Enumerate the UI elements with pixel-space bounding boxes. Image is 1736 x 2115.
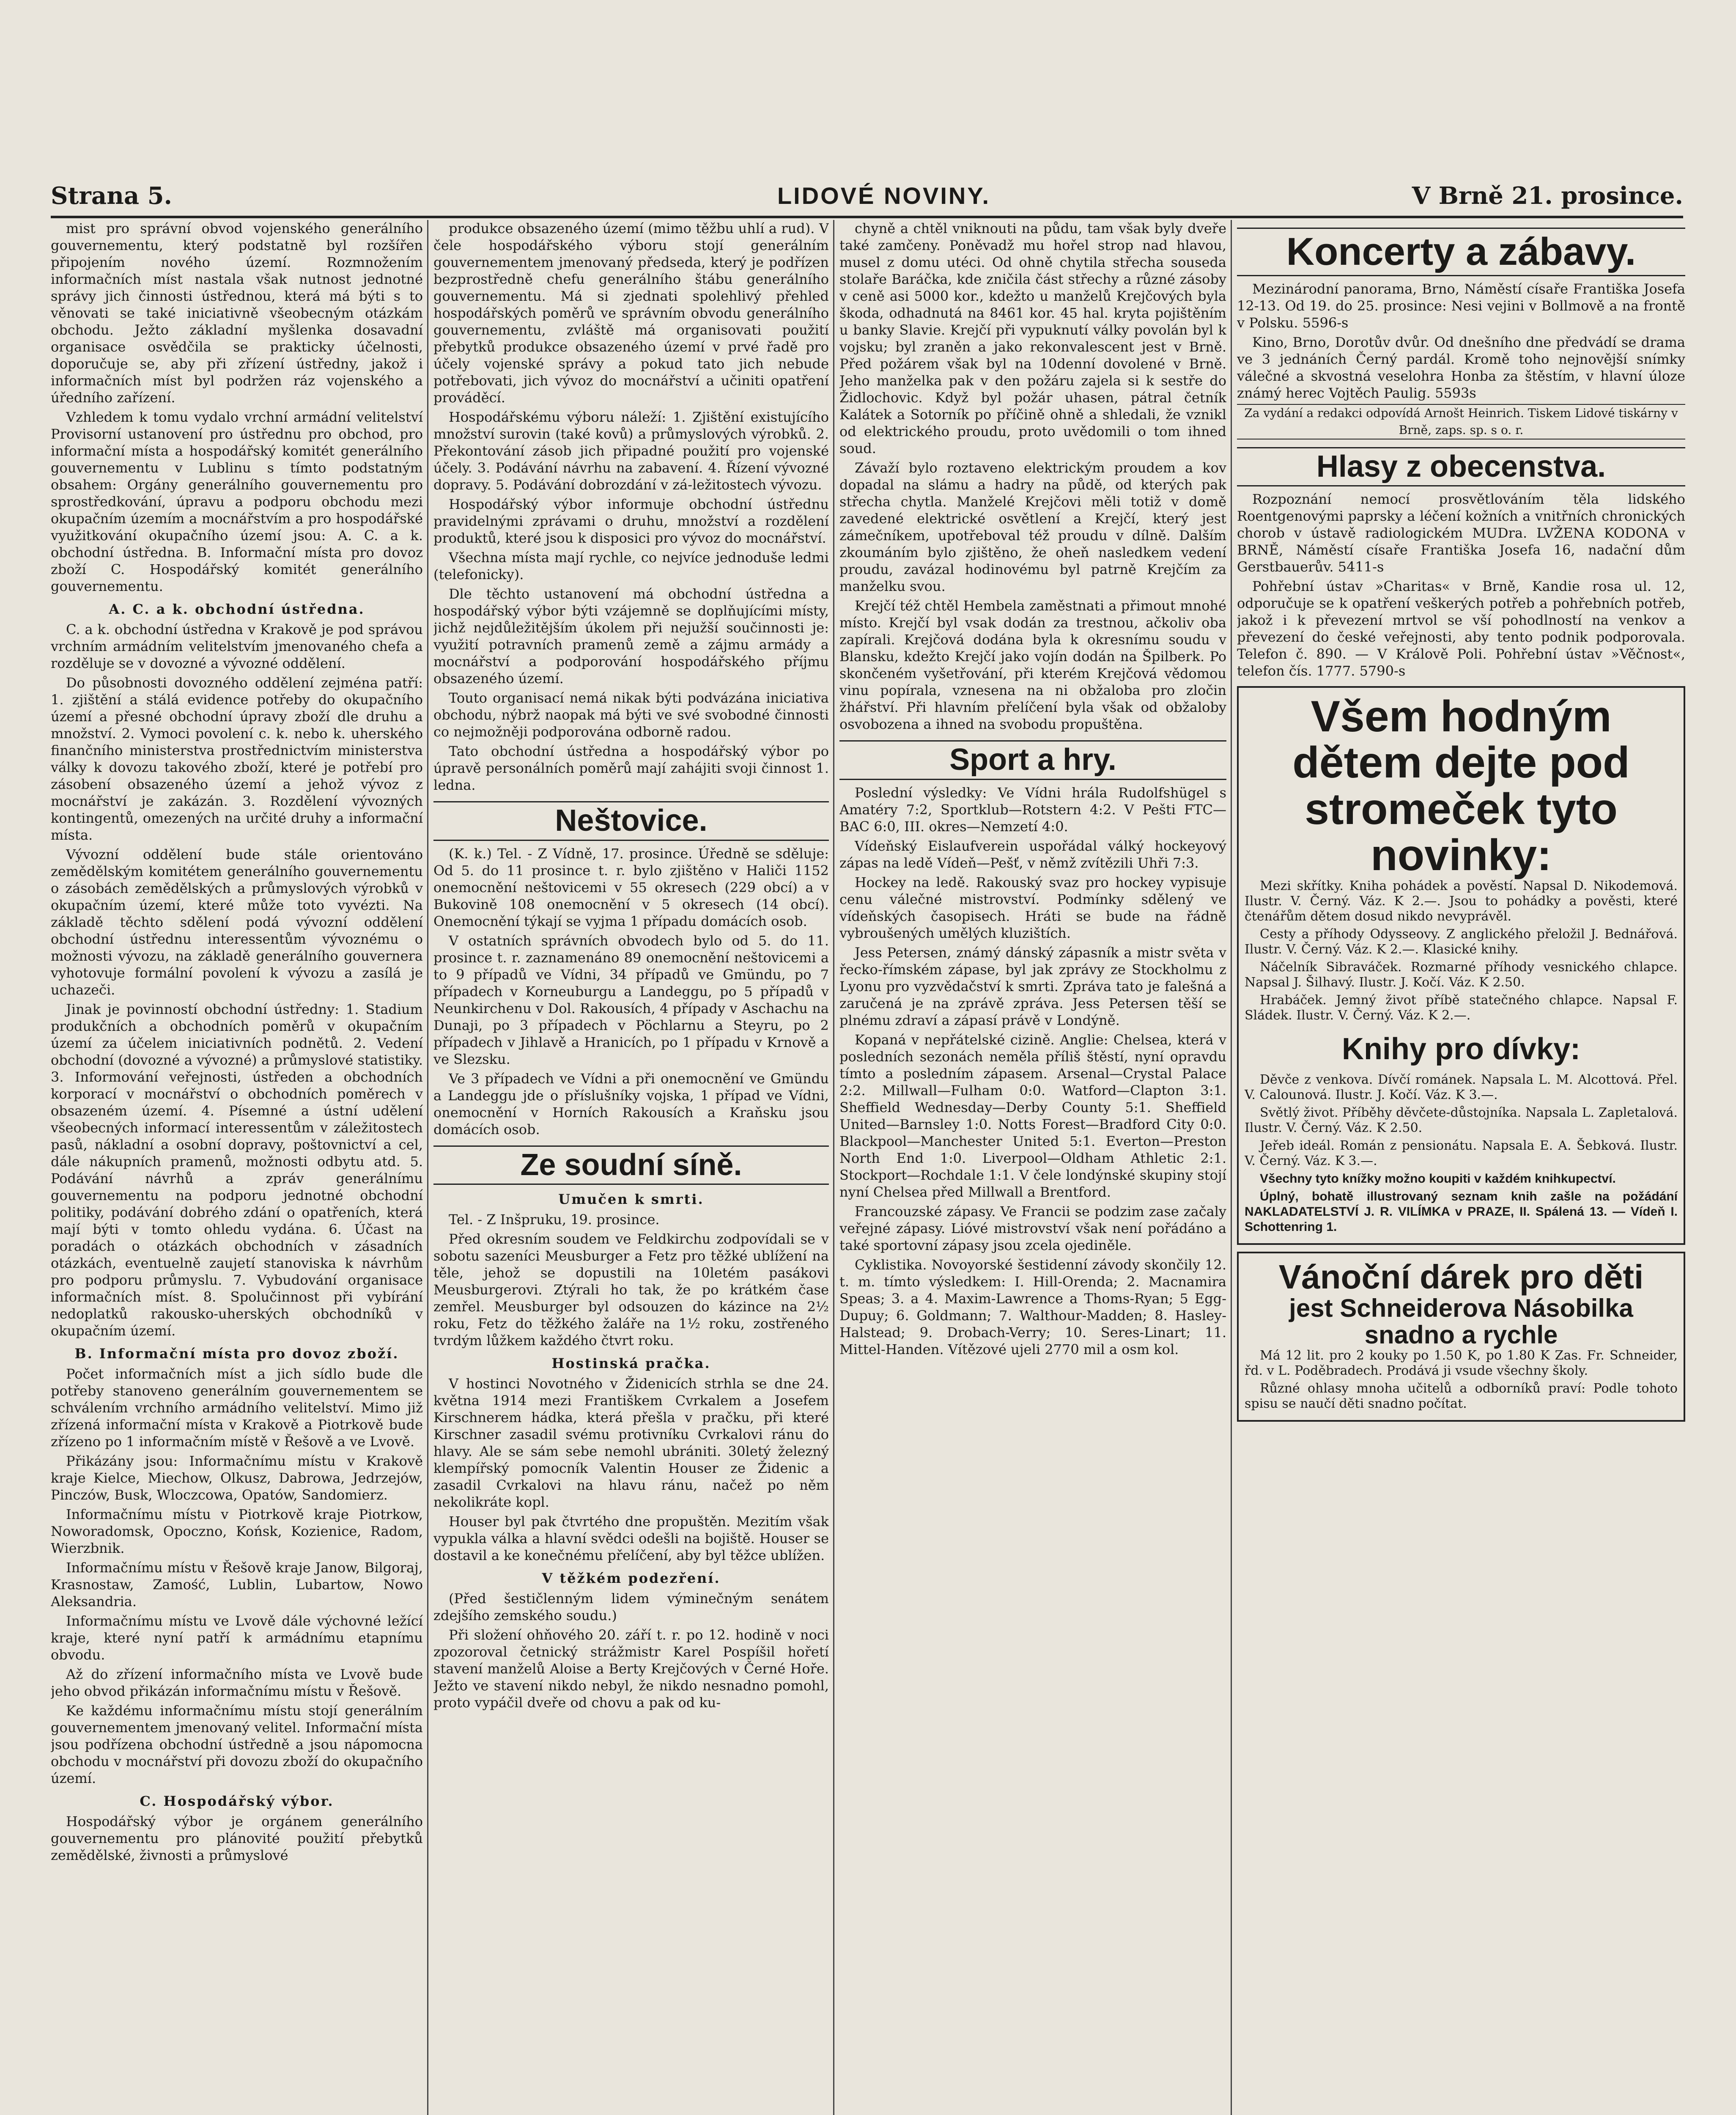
ad-headline: Všem hodným dětem dejte pod stromeček tyto novinky: (1292, 692, 1630, 880)
paragraph: Počet informačních míst a jich sídlo bude dle potřeby stanoveno generálním gouvernementem se schválením vrchního armádního velitelství. Mimo již zřízená informační místa v Krakově a Piotrkově bude zřízeno po 1 informačním místě v Řešově a ve Lvově. (51, 1366, 423, 1450)
ad-subtitle-divky: Knihy pro dívky: (1341, 1032, 1581, 1066)
column-3 (839, 220, 1226, 2115)
paragraph: C. a k. obchodní ústředna v Krakově je pod správou vrchním armádním velitelstvím jmenovaného chefa a rozděluje se v dovozné a vývozné oddělení. (51, 621, 423, 671)
subheading: V těžkém podezření. (542, 1570, 721, 1587)
paragraph: Jinak je povinností obchodní ústředny: 1. Stadium produkčních a obchodních poměrů v okupačním území za účelem iniciativních podnětů. 2. Vedení obchodní (dovozné a vývozné) a průmyslové statistiky. 3. Informování veřejnosti, ústředen a obchodních korporací v mocnářství o obchodních poměrech v obsazeném území. 4. Písemné a ústní udělení všeobecných informací interessentům v záležitostech pasů, nákladní a osobní dopravy, poštovnictví a cel, dále nákupních pramenů, možnosti odbytu atd. 5. Podávání návrhů a zpráv generálnímu gouvernementu na podporu jednotné obchodní politiky, podávání dobrého zdání o opatřeních, která mají býti v tomto ohledu vydána. 6. Účast na poradách o otázkách obchodních v zásadních otázkách, eventuelně zaujetí stanoviska k návrhům pro podporu průmyslu. 7. Vybudování organisace informačních míst. 8. Spolučinnost při vybírání nedoplatků rakousko-uherských obchodníků v okupačním území. (51, 1001, 423, 1339)
paragraph: Všechna místa mají rychle, co nejvíce jednoduše ledmi (telefonicky). (433, 549, 829, 582)
paragraph: Dle těchto ustanovení má obchodní ústředna a hospodářský výbor býti vzájemně se doplňujícími místy, jichž nejdůležitějším úkolem při nejužší součinnosti je: využití potravních pramenů země a zájmu armády a mocnářství a podporování hospodářského příjmu obsazeného území. (433, 586, 829, 687)
column-rule (1231, 220, 1232, 2115)
paragraph: Až do zřízení informačního místa ve Lvově bude jeho obvod přikázán informačnímu místu v Řešově. (51, 1666, 423, 1699)
ad-subheadline: jest Schneiderova Násobilka snadno a rychle (1289, 1294, 1633, 1349)
section-title-soud: Ze soudní síně. (433, 1145, 829, 1185)
paragraph: Informačnímu místu ve Lvově dále výchovné ležící kraje, které nyní patří k armádnímu etapnímu obvodu. (51, 1613, 423, 1663)
ad-nasobilka (1237, 1252, 1685, 1422)
paragraph: Při složení ohňového 20. září t. r. po 12. hodině v noci zpozoroval četnický strážmistr Karel Pospíšil hořetí stavení manželů Aloise a Berty Krejčových v Černé Hoře. Ježto ve stavení nikdo nebyl, že nikdo nesnadno pomohl, proto vypáčil dveře od chovu a pak od ku- (433, 1627, 829, 1711)
paragraph: Kopaná v nepřátelské cizině. Anglie: Chelsea, která v posledních sezonách neměla příliš štěstí, nyní opravdu tímto a posledním zápasem. Arsenal—Crystal Palace 2:2. Millwall—Fulham 0:0. Watford—Clapton 3:1. Sheffield Wednesday—Derby County 5:1. Sheffield United—Barnsley 1:0. Notts Forest—Bradford City 0:0. Blackpool—Manchester United 5:1. Everton—Preston North End 1:0. Liverpool—Oldham Athletic 2:1. Stockport—Rochdale 1:1. V čele londýnské skupiny stojí nyní Chelsea před Millwall a Brentford. (839, 1031, 1226, 1200)
paragraph: Informačnímu místu v Piotrkově kraje Piotrkow, Noworadomsk, Opoczno, Końsk, Kozienice, Radom, Wierzbnik. (51, 1506, 423, 1556)
subheading: B. Informační místa pro dovoz zboží. (74, 1346, 399, 1362)
paragraph: Jess Petersen, známý dánský zápasník a mistr světa v řecko-římském zápase, byl jak zprávy ze Stockholmu z Lyonu pro vyzvědačství k smrti. Zpráva tato je falešná a zaručená je na zprávě zpráva. Jess Petersen těší se plnému zdraví a zápasí právě v Londýně. (839, 944, 1226, 1028)
subheading: Hostinská pračka. (551, 1355, 711, 1372)
paragraph: Vývozní oddělení bude stále orientováno zemědělským komitétem generálního gouvernementu o zásobách zemědělských a průmyslových výrobků v okupačním území, které může toto vyvézti. Na základě těchto sdělení podá vývozní oddělení obchodní ústřednu interessentům vývoznému o možnosti vývozu, na základě generálního gouvernera vyhotovuje formální povolení k vývozu a zasílá je uchazeči. (51, 846, 423, 998)
section-title-koncerty: Koncerty a zábavy. (1237, 228, 1685, 276)
paragraph: mist pro správní obvod vojenského generálního gouvernementu, který podstatně byl rozšířen připojením nového území. Rozmnožením informačních míst nastala však nutnost jednotné správy jich činnosti ústřednou, která má býti s to věnovati se také iniciativně všeobecným otázkám obchodu. Ježto základní myšlenka dosavadní organisace osvědčila se prakticky účelnosti, doporučuje se, aby při zřízení ústředny, jakož i informačních míst byl podržen ráz vojenského a úředního zařízení. (51, 220, 423, 406)
ad-childrens-books (1237, 686, 1685, 1244)
ad-line: Náčelník Sibraváček. Rozmarné příhody vesnického chlapce. Napsal J. Šilhavý. Ilustr. J. Kočí. Váz. K 2.50. (1245, 959, 1678, 990)
ad-line: Všechny tyto knížky možno koupiti v každém knihkupectví. (1260, 1171, 1616, 1186)
paragraph: Informačnímu místu v Řešově kraje Janow, Bilgoraj, Krasnostaw, Zamość, Lublin, Lubartow, Nowo Aleksandria. (51, 1560, 423, 1610)
paragraph: Rozpoznání nemocí prosvětlováním těla lidského Roentgenovými paprsky a léčení kožních a vnitřních chronických chorob v ústavě radiologickém MUDra. LVŽENA KODONA v BRNĚ, Náměstí císaře Františka Josefa 16, nadační dům Gerstbauerův. 5411-s (1237, 491, 1685, 575)
paragraph: Touto organisací nemá nikak býti podvázána iniciativa obchodu, nýbrž naopak má býti ve své svobodné činnosti co nejmožněji podporována odborně radou. (433, 690, 829, 740)
paragraph: V hostinci Novotného v Židenicích strhla se dne 24. května 1914 mezi Františkem Cvrkalem a Josefem Kirschnerem hádka, která přešla v pračku, při které Kirschner zasadil svému protivníku Cvrkalovi ránu do hlavy. Ale se sám sebe nemohl ubrániti. 30letý železný klempířský pomocník Valentin Houser ze Židenic a zasadil Cvrkalovi na hlavu ránu, načež po něm nekolikráte kopl. (433, 1376, 829, 1511)
ad-line: Děvče z venkova. Dívčí románek. Napsala L. M. Alcottová. Přel. V. Calounová. Ilustr. J. Kočí. Váz. K 3.—. (1245, 1072, 1678, 1102)
paragraph: Krejčí též chtěl Hembela zaměstnati a přimout mnohé místo. Krejčí byl vsak dodán za trestnou, ačkoliv oba zapírali. Krejčová dodána byla k okresnímu soudu v Blansku, kdežto Krejčí jako vojín dodán na Špilberk. Po skončeném vyšetřování, při kterém Krejčová vědomou vinu popírala, vznesena na ni obžaloba pro zločin žhářství. Při hlavním přelíčení byla však od obžaloby osvobozena a ihned na svobodu propuštěna. (839, 598, 1226, 732)
ad-line: Má 12 lit. pro 2 kouky po 1.50 K, po 1.80 K Zas. Fr. Schneider, řd. v L. Poděbradech. Prodává ji vsude všechny školy. (1245, 1348, 1678, 1378)
paragraph: V ostatních správních obvodech bylo od 5. do 11. prosince t. r. zaznamenáno 89 onemocnění neštovicemi a to 9 případů ve Vídni, 34 případů ve Gmündu, po 7 případech v Korneuburgu a Landeggu, po 5 případů v Neunkirchenu v Dol. Rakousích, 4 případy v Aschachu na Dunaji, po 3 případech v Pöchlarnu a Steyru, po 2 případech v Jihlavě a Hranicích, po 1 případu v Krnově a ve Slezsku. (433, 932, 829, 1067)
paragraph: Hospodářský výbor je orgánem generálního gouvernementu pro plánovité použití přebytků zemědělské, živnosti a průmyslové (51, 1813, 423, 1863)
ad-headline: Vánoční dárek pro děti (1278, 1258, 1644, 1296)
ad-line: Hrabáček. Jemný život příbě statečného chlapce. Napsal F. Sládek. Ilustr. V. Černý. Váz. K 2.—. (1245, 992, 1678, 1023)
subheading: Umučen k smrti. (558, 1191, 704, 1208)
paragraph: Hospodářskému výboru náleží: 1. Zjištění existujícího množství surovin (také kovů) a průmyslových výrobků. 2. Překontování zásob jich připadné použití pro vojenské účely. 3. Podávání návrhu na zabavení. 4. Řízení vývozné dopravy. 5. Podávání dobrozdání v zá-ležitostech vývozu. (433, 409, 829, 493)
paragraph: Tato obchodní ústředna a hospodářský výbor po úpravě personálních poměrů mají zahájiti svoji činnost 1. ledna. (433, 743, 829, 793)
page-number: Strana 5. (51, 182, 173, 210)
paragraph: chyně a chtěl vniknouti na půdu, tam však byly dveře také zamčeny. Poněvadž mu hořel strop nad hlavou, musel z domu utéci. Od ohně chytila střecha souseda stolaře Baráčka, kde zničila část střechy a různé zásoby v ceně asi 5000 kor., kdežto u manželů Krejčových byla škoda, odhadnutá na 8461 kor. 45 hal. kryta pojištěním u banky Slavie. Krejčí při vypuknutí války povolán byl k vojsku; byl zraněn a jako rekonvalescent jest v Brně. Před požárem však byl na 10denní dovolené v Brně. Jeho manželka pak v den požáru zajela si k sestře do Židlochovic. Když byl požár uhasen, pátral četník Kalátek a Sotorník po příčině ohně a shledali, že vznikl od elektrického proudu, proto uvědomili o tom ihned soud. (839, 220, 1226, 456)
paragraph: Mezinárodní panorama, Brno, Náměstí císaře Františka Josefa 12-13. Od 19. do 25. prosince: Nesi vejini v Bollmově a na frontě v Polsku. 5596-s (1237, 280, 1685, 331)
paragraph: Ke každému informačnímu místu stojí generálním gouvernementem jmenovaný velitel. Informační místa jsou podřízena obchodní ústředně a jsou nápomocna obchodu v mocnářství při dovozu zboží do okupačního území. (51, 1703, 423, 1786)
ad-line: Mezi skřítky. Kniha pohádek a pověstí. Napsal D. Nikodemová. Ilustr. V. Černý. Váz. K 2.—. Jsou to pohádky a pověsti, které čtenářům dětem dosud nikdo nevyprávěl. (1245, 878, 1678, 924)
paragraph: Do působnosti dovozného oddělení zejména patří: 1. zjištění a stálá evidence potřeby do okupačního území a přesné obchodní úpravy zboží dle druhu a množství. 2. Vymoci povolení c. k. nebo k. uherského finančního ministerstva prostřednictvím ministerstva války k dovozu takového zboží, které je potřebí pro zásobení obsazeného území a jehož vývoz z mocnářství je zakázán. 3. Rozdělení vývozných kontingentů, omezených na určité druhy a informační místa. (51, 675, 423, 843)
subheading: A. C. a k. obchodní ústředna. (109, 601, 365, 617)
masthead: LIDOVÉ NOVINY. (777, 182, 991, 209)
page-header (51, 182, 1683, 218)
ad-line: Jeřeb ideál. Román z pensionátu. Napsala E. A. Šebková. Ilustr. V. Černý. Váz. K 3.—. (1245, 1138, 1678, 1168)
column-4 (1237, 220, 1685, 2115)
paragraph: Houser byl pak čtvrtého dne propuštěn. Mezitím však vypukla válka a hlavní svědci odešli na bojiště. Houser se dostavil a ke konečnému přelíčení, aby byl těžce ublížen. (433, 1513, 829, 1564)
paragraph: Pohřební ústav »Charitas« v Brně, Kandie rosa ul. 12, odporučuje se k opatření veškerých potřeb a pohřebních potřeb, jakož i k převezení mrtvol se vší pohodlností na venkov a převezení do české veřejnosti, aby tento podnik podporovala. Telefon č. 890. — V Králově Poli. Pohřební ústav »Věčnost«, telefon čís. 1777. 5790-s (1237, 578, 1685, 679)
paragraph: Závaží bylo roztaveno elektrickým proudem a kov dopadal na slámu a hadry na půdě, od kterých pak střecha chytla. Manželé Krejčovi měli totiž v domě zavedené elektrické osvětlení a Krejčí, který jest zámečníkem, upotřeboval též proudu v dílně. Dalším zkoumáním bylo zjištěno, že oheň nasledkem vedení proudu, zavázal hodinovému byl patrně Krejčím za manželku svou. (839, 460, 1226, 594)
section-title-nestovice: Neštovice. (433, 801, 829, 841)
section-title-sport: Sport a hry. (839, 740, 1226, 780)
paragraph: (Před šestičlenným lidem výminečným senátem zdejšího zemského soudu.) (433, 1590, 829, 1624)
paragraph: Kino, Brno, Dorotův dvůr. Od dnešního dne předvádí se drama ve 3 jednáních Černý pardál. Kromě toho nejnovější snímky válečné a skvostná veselohra Honba za štěstím, v hlavní úloze známý herec Vojtěch Paulig. 5593s (1237, 334, 1685, 401)
column-rule (427, 220, 428, 2115)
paragraph: Vzhledem k tomu vydalo vrchní armádní velitelství Provisorní ustanovení pro ústřednu pro obchod, pro informační místa a hospodářský komitét generálního gouvernementu v Lublinu s tímto podstatným obsahem: Orgány generálního gouvernementu pro sprostředkování, úpravu a podporu obchodu mezi okupačním územím a mocnářstvím a pro hospodářské využitkování okupačního území jsou: A. C. a k. obchodní ústředna. B. Informační místa pro dovoz zboží C. Hospodářský komitét generálního gouvernementu. (51, 409, 423, 594)
issue-date: V Brně 21. prosince. (1412, 182, 1683, 210)
paragraph: Cyklistika. Novoyorské šestidenní závody skončily 12. t. m. tímto výsledkem: I. Hill-Orenda; 2. Macnamira Speas; 3. a 4. Maxim-Lawrence a Thoms-Ryan; 5 Egg-Dupuy; 6. Goldmann; 7. Walthour-Madden; 8. Hasley-Halstead; 9. Drobach-Verry; 10. Seres-Linart; 11. Mittel-Handen. Vítězové ujeli 2770 mil a osm kol. (839, 1256, 1226, 1357)
editor-note: Za vydání a redakci odpovídá Arnošt Heinrich. Tiskem Lidové tiskárny v Brně, zaps. sp. s o. r. (1237, 404, 1685, 439)
paragraph: Poslední výsledky: Ve Vídni hrála Rudolfshügel s Amatéry 7:2, Sportklub—Rotstern 4:2. V Pešti FTC—BAC 6:0, III. okres—Nemzetí 4:0. (839, 784, 1226, 835)
paragraph: Před okresním soudem ve Feldkirchu zodpovídali se v sobotu sazeníci Meusburger a Fetz pro těžké ublížení na těle, jehož se dopustili na 10letém pasákovi Meusburgerovi. Ztýrali ho tak, že po krátkém čase zemřel. Meusburger byl odsouzen do kázince na 2½ roku, Fetz do těžkého žaláře na 1½ roku, zostřeného tvrdým lůžkem každého čtvrt roku. (433, 1231, 829, 1349)
column-2 (433, 220, 829, 2115)
ad-line: Úplný, bohatě illustrovaný seznam knih zašle na požádání NAKLADATELSTVÍ J. R. VILÍMKA v PRAZE, II. Spálená 13. — Vídeň I. Schottenring 1. (1245, 1189, 1678, 1234)
paragraph: produkce obsazeného území (mimo těžbu uhlí a rud). V čele hospodářského výboru stojí generálním gouvernementem jmenovaný předseda, který je podřízen bezprostředně chefu generálního štábu generálního gouvernementu. Má si zjednati spolehlivý přehled hospodářských poměrů ve správním obvodu generálního gouvernementu, zvláště má organisovati použití přebytků produkce obsazeného území v prvé řadě pro účely vojenské správy a pokud tato jich nebude potřebovati, jich vývoz do mocnářství a učiniti opatření prováděcí. (433, 220, 829, 406)
ad-line: Světlý život. Příběhy děvčete-důstojníka. Napsala L. Zapletalová. Ilustr. V. Černý. Váz. K 2.50. (1245, 1105, 1678, 1135)
paragraph: Vídeňský Eislaufverein uspořádal válký hockeyový zápas na ledě Vídeň—Pešť, v němž zvítězili Uhři 7:3. (839, 838, 1226, 871)
column-1 (51, 220, 423, 2115)
paragraph: (K. k.) Tel. - Z Vídně, 17. prosince. Úředně se sděluje: Od 5. do 11 prosince t. r. bylo zjištěno v Haliči 1152 onemocnění neštovicemi v 55 okresech (229 obcí) a v Bukovině 108 onemocnění v 5 okresech (14 obcí). Onemocnění týkají se vyjma 1 případu domácích osob. (433, 845, 829, 929)
ad-line: Různé ohlasy mnoha učitelů a odborníků praví: Podle tohoto spisu se naučí děti snadno počítat. (1245, 1381, 1678, 1411)
paragraph: Přikázány jsou: Informačnímu místu v Krakově kraje Kielce, Miechow, Olkusz, Dabrowa, Jedrzejów, Pinczów, Busk, Wloczcowa, Opatów, Sandomierz. (51, 1453, 423, 1503)
paragraph: Tel. - Z Inšpruku, 19. prosince. (449, 1211, 660, 1228)
subheading: C. Hospodářský výbor. (140, 1793, 334, 1809)
paragraph: Hockey na ledě. Rakouský svaz pro hockey vypisuje cenu válečné mistrovství. Podmínky sdělený ve vídeňských časopisech. Hráti se bude na řádně vybroušených umělých kluzištích. (839, 874, 1226, 941)
column-rule (833, 220, 834, 2115)
paragraph: Hospodářský výbor informuje obchodní ústřednu pravidelnými zprávami o druhu, množství a rozdělení produktů, které jsou k disposici pro vývoz do mocnářství. (433, 496, 829, 546)
paragraph: Francouzské zápasy. Ve Francii se podzim zase začaly veřejné zápasy. Lióvé mistrovství však není pořádáno a také sportovní zápasy jsou zcela ojediněle. (839, 1203, 1226, 1253)
section-title-hlasy: Hlasy z obecenstva. (1237, 447, 1685, 487)
ad-line: Cesty a příhody Odysseovy. Z anglického přeložil J. Bednářová. Ilustr. V. Černý. Váz. K 2.—. Klasické knihy. (1245, 926, 1678, 957)
paragraph: Ve 3 případech ve Vídni a při onemocnění ve Gmündu a Landeggu jde o příslušníky vojska, 1 případ ve Vídni, onemocnění v Horních Rakousích a Kraňsku jsou domácích osob. (433, 1070, 829, 1137)
